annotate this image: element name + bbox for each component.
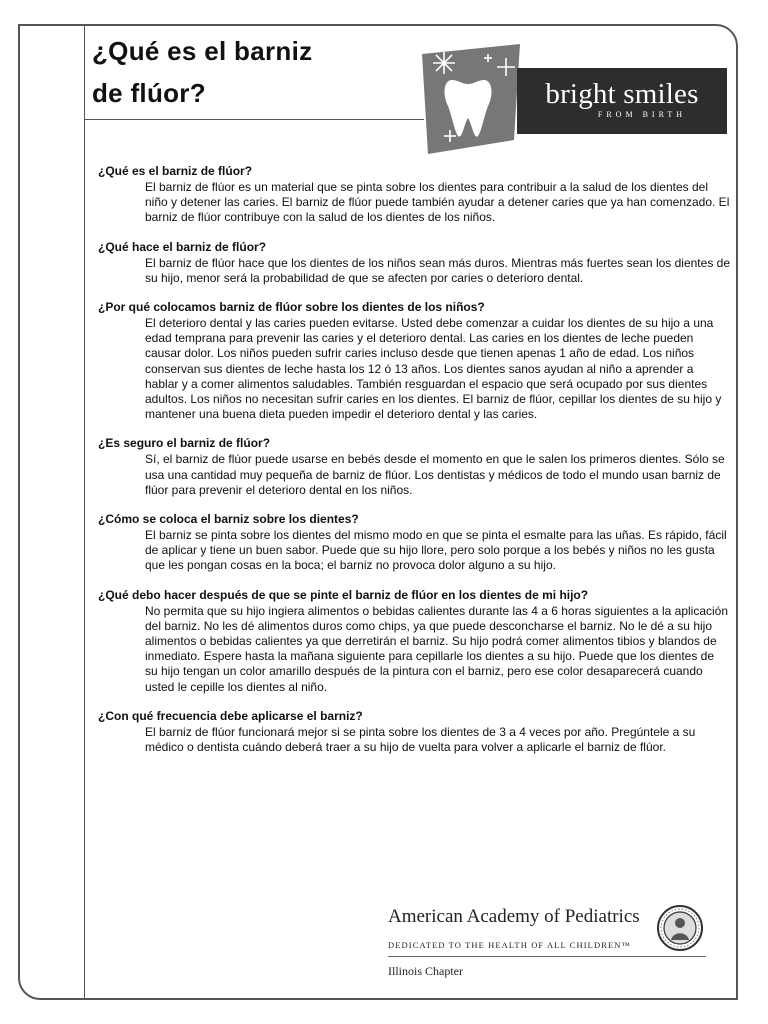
qa-section bbox=[98, 164, 730, 226]
answer-text: El barniz de flúor hace que los dientes de los niños sean más duros. Mientras más fuertes sean los dientes de su hijo, menor será la probabilidad de que se afecten por caries o deterioro dental. bbox=[145, 255, 730, 285]
org-chapter: Illinois Chapter bbox=[388, 964, 463, 978]
question-heading: ¿Por qué colocamos barniz de flúor sobre los dientes de los niños? bbox=[98, 300, 485, 315]
aap-seal-icon bbox=[656, 904, 704, 952]
org-divider bbox=[388, 956, 706, 957]
qa-section bbox=[98, 240, 730, 286]
left-margin-rule bbox=[84, 24, 85, 1000]
answer-text: No permita que su hijo ingiera alimentos o bebidas calientes durante las 4 a 6 horas siguientes a la aplicación del barniz. No les dé alimentos duros como chips, ya que puede desconcharse el barniz. No le dé a su hijo alimentos o bebidas calientes ya que derretirán el barniz. Su hijo podrá comer alimentos tibios y blandos de inmediato. Espere hasta la mañana siguiente para cepillarle los dientes a su hijo. Puede que los dientes de su hijo tengan un color amarillo después de la pintura con el barniz, pero ese color desaparecerá cuando usted le cepille los dientes al niño. bbox=[145, 603, 729, 694]
page-title bbox=[92, 30, 422, 114]
answer-text: El barniz de flúor funcionará mejor si se pinta sobre los dientes de 3 a 4 veces por año. Pregúntele a su médico o dentista cuándo deberá traer a su hijo de vuelta para volver a aplicarle el barniz de flúor. bbox=[145, 724, 696, 755]
brand-subtitle: FROM BIRTH bbox=[597, 110, 687, 119]
answer-text: El barniz se pinta sobre los dientes del mismo modo en que se pinta el esmalte para las uñas. Es rápido, fácil de aplicar y tiene un buen sabor. Puede que su hijo llore, pero solo porque a los bebés y niños no les gusta que les pongan cosas en la boca; el barniz no provoca dolor alguno a su hijo. bbox=[145, 528, 727, 573]
brand-name: bright smiles bbox=[545, 78, 699, 110]
qa-section bbox=[98, 436, 730, 498]
tooth-with-sparkles-icon bbox=[422, 44, 520, 154]
question-heading: ¿Es seguro el barniz de flúor? bbox=[98, 436, 271, 451]
qa-section bbox=[98, 588, 730, 695]
answer-text: El barniz de flúor es un material que se pinta sobre los dientes para contribuir a la salud de los dientes del niño y detener las caries. El barniz de flúor puede también ayudar a detener caries que ya han comenzado. El barniz de flúor contribuye con la salud de los dientes de los niños. bbox=[145, 180, 730, 225]
aap-logo-block bbox=[388, 904, 708, 984]
answer-text: El deterioro dental y las caries pueden evitarse. Usted debe comenzar a cuidar los dientes de su hijo a una edad temprana para prevenir las caries y el deterioro dental. Las caries en los dientes de leche pueden causar dolor. Los niños pueden sufrir caries incluso desde que tienen apenas 1 año de edad. Los niños conservan sus dientes de leche hasta los 12 ó 13 años. Los dientes sanos ayudan al niño a aprender a hablar y a comer alimentos saludables. También resguardan el espacio que será ocupado por sus dientes adultos. Los niños no necesitan sufrir caries en los dientes. El barniz de flúor, cepillar los dientes de su hijo y mantener una buena dieta pueden impedir el deterioro dental y las caries. bbox=[145, 316, 722, 422]
org-name: American Academy of Pediatrics bbox=[388, 906, 640, 927]
org-tagline: DEDICATED TO THE HEALTH OF ALL CHILDREN™ bbox=[388, 940, 631, 950]
question-heading: ¿Cómo se coloca el barniz sobre los dientes? bbox=[98, 512, 359, 527]
page-title-line-1: ¿Qué es el barniz bbox=[92, 36, 313, 66]
bright-smiles-logo bbox=[517, 68, 727, 134]
page-title-line-2: de flúor? bbox=[92, 78, 206, 108]
qa-content bbox=[98, 164, 730, 769]
question-heading: ¿Qué es el barniz de flúor? bbox=[98, 164, 253, 178]
answer-text: Sí, el barniz de flúor puede usarse en bebés desde el momento en que le salen los primeros dientes. Sólo se usa una cantidad muy pequeña de barniz de flúor. Los dentistas y médicos de todo el mundo usan barniz de flúor para prevenir el deterioro dental en los niños. bbox=[145, 452, 725, 497]
qa-section bbox=[98, 300, 730, 422]
question-heading: ¿Con qué frecuencia debe aplicarse el barniz? bbox=[98, 708, 363, 723]
question-heading: ¿Qué hace el barniz de flúor? bbox=[98, 239, 267, 254]
title-underline bbox=[84, 119, 424, 120]
qa-section bbox=[98, 512, 730, 574]
qa-section bbox=[98, 709, 730, 755]
question-heading: ¿Qué debo hacer después de que se pinte el barniz de flúor en los dientes de mi hijo? bbox=[98, 587, 589, 602]
